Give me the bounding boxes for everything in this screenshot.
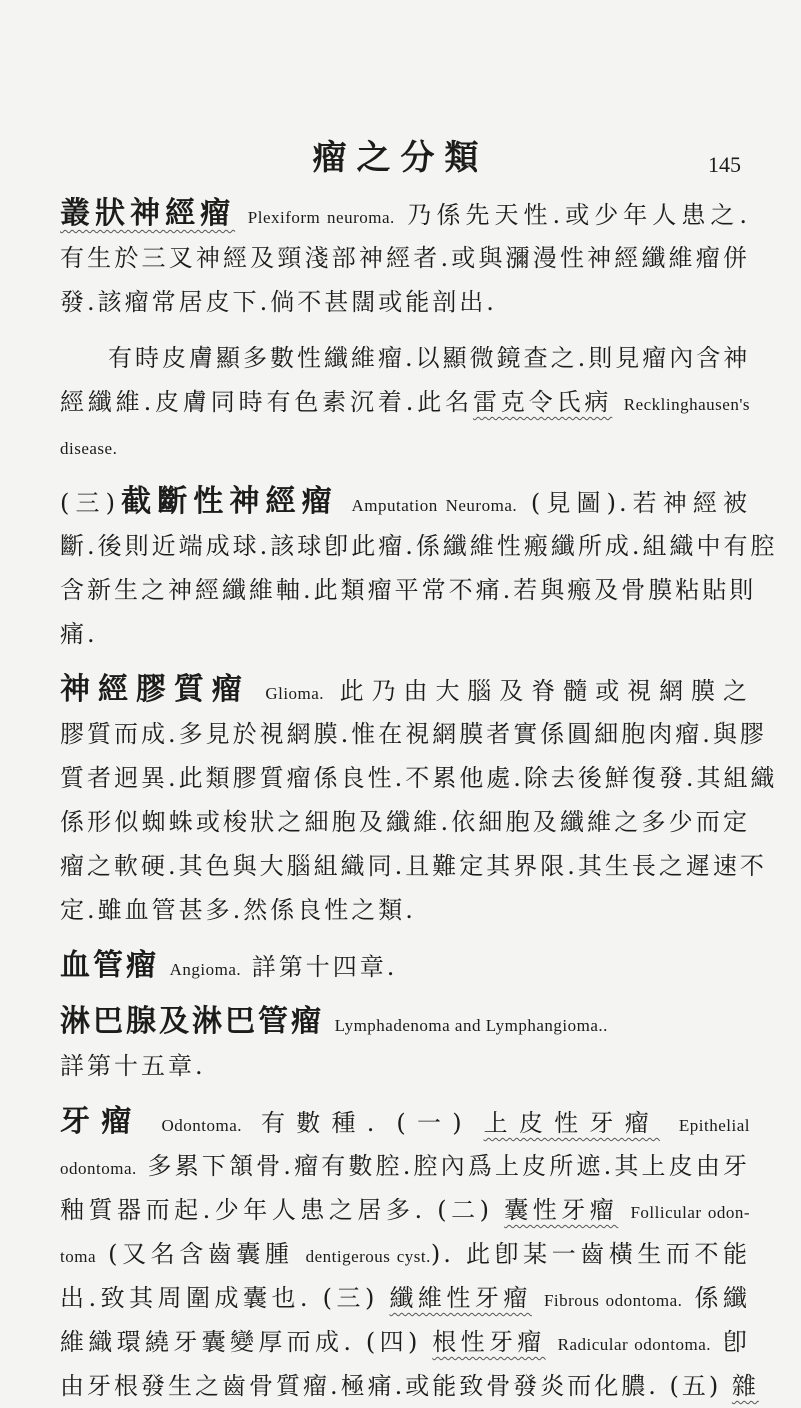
heading-term: 淋巴腺及淋巴管瘤 <box>60 1004 324 1039</box>
text-line <box>60 280 750 324</box>
text-run: 係形似蜘蛛或梭狀之細胞及纖維.依細胞及纖維之多少而定 <box>60 808 750 836</box>
text-run: 卽 <box>711 1328 750 1356</box>
paragraph-gap <box>60 932 750 944</box>
text-run <box>612 388 624 416</box>
latin-term: odontoma. <box>60 1159 137 1178</box>
text-run <box>532 1284 544 1312</box>
text-line <box>60 1144 750 1188</box>
text-run: 多累下頷骨.瘤有數腔.腔內爲上皮所遮.其上皮由牙 <box>136 1152 750 1180</box>
text-run <box>143 1109 162 1137</box>
latin-term: disease. <box>60 439 118 458</box>
text-run: 膠質而成.多見於視網膜.惟在視網膜者實係圓細胞肉瘤.與膠 <box>60 720 767 748</box>
latin-term: Epithelial <box>678 1116 751 1135</box>
text-line <box>60 1320 750 1364</box>
text-line <box>60 888 750 932</box>
text-run: 質者迥異.此類膠質瘤係良性.不累他處.除去後鮮復發.其組織 <box>60 764 778 792</box>
body-text <box>60 192 778 1408</box>
text-line <box>60 192 750 236</box>
latin-term: Odontoma. <box>161 1116 243 1135</box>
heading-term: 叢狀神經瘤 <box>60 196 236 231</box>
text-run: 痛. <box>60 620 98 648</box>
heading-term: 血管瘤 <box>60 948 159 983</box>
text-line <box>60 524 778 568</box>
text-run: (見圖).若神經被 <box>517 489 751 517</box>
paragraph-gap <box>60 468 750 480</box>
paragraph-gap <box>60 1088 750 1100</box>
page-number: 145 <box>708 152 741 177</box>
heading-term: 神經膠質瘤 <box>60 672 250 707</box>
text-run: (又名含齒囊腫 <box>96 1240 306 1268</box>
underlined-term: 纖維性牙瘤 <box>389 1284 532 1312</box>
text-run <box>250 677 266 705</box>
page-header <box>0 130 801 180</box>
text-run <box>660 1109 679 1137</box>
latin-term: Follicular odon- <box>630 1203 750 1222</box>
paragraph-gap <box>60 988 750 1000</box>
latin-term: Lymphadenoma and Lymphangioma.. <box>334 1016 608 1035</box>
text-run <box>324 1009 335 1037</box>
latin-term: Angioma. <box>169 960 242 979</box>
text-run: 定.雖血管甚多.然係良性之類. <box>60 896 416 924</box>
text-line <box>60 1276 750 1320</box>
latin-term: toma <box>60 1247 96 1266</box>
text-line <box>60 336 750 380</box>
text-run: 維織環繞牙囊變厚而成. (四) <box>60 1328 433 1356</box>
underlined-term: 雜 <box>731 1372 759 1400</box>
text-run: 此乃由大腦及脊髓或視網膜之 <box>324 677 750 705</box>
text-line <box>60 236 750 280</box>
text-run <box>338 489 352 517</box>
text-line <box>60 1044 750 1088</box>
heading-term: 截斷性神經瘤 <box>117 484 338 519</box>
latin-term: Radicular odontoma. <box>557 1335 712 1354</box>
text-line <box>60 612 750 656</box>
latin-term: Recklinghausen's <box>623 395 750 414</box>
text-line <box>60 380 750 424</box>
text-line <box>60 844 767 888</box>
text-run: 係纖 <box>682 1284 750 1312</box>
underlined-term: 根性牙瘤 <box>432 1328 546 1356</box>
text-run <box>546 1328 558 1356</box>
text-line <box>60 1364 759 1408</box>
text-run: ). 此卽某一齒橫生而不能 <box>430 1240 751 1268</box>
text-line <box>60 1232 750 1276</box>
text-line <box>60 568 757 612</box>
heading-term: 牙瘤 <box>60 1104 143 1139</box>
latin-term: Glioma. <box>265 684 325 703</box>
text-run: 有時皮膚顯多數性纖維瘤.以顯微鏡查之.則見瘤內含神 <box>108 344 751 372</box>
text-run: 有數種. (一) <box>242 1109 484 1137</box>
text-run: 乃係先天性.或少年人患之. <box>394 201 750 229</box>
text-run: 詳第十五章. <box>60 1052 206 1080</box>
paragraph-gap <box>60 656 750 668</box>
text-run: 瘤之軟硬.其色與大腦組織同.且難定其界限.其生長之遲速不 <box>60 852 767 880</box>
text-line <box>60 424 750 468</box>
text-run: 出.致其周圍成囊也. (三) <box>60 1284 390 1312</box>
text-line <box>60 1000 750 1044</box>
text-line <box>60 480 750 524</box>
text-run: 經纖維.皮膚同時有色素沉着.此名 <box>60 388 473 416</box>
text-run: (三) <box>60 489 118 517</box>
latin-term: Amputation Neuroma. <box>351 496 518 515</box>
text-run: 詳第十四章. <box>241 953 398 981</box>
underlined-term: 囊性牙瘤 <box>504 1196 619 1224</box>
running-title: 瘤之分類 <box>312 138 489 178</box>
latin-term: dentigerous cyst. <box>305 1247 431 1266</box>
latin-term: Plexiform neuroma. <box>247 208 395 227</box>
text-run: 有生於三叉神經及頸淺部神經者.或與瀰漫性神經纖維瘤併 <box>60 244 750 272</box>
underlined-term: 上皮性牙瘤 <box>483 1109 660 1137</box>
text-line <box>60 756 778 800</box>
text-line <box>60 712 767 756</box>
text-run <box>159 953 170 981</box>
text-line <box>60 1100 750 1144</box>
latin-term: Fibrous odontoma. <box>543 1291 683 1310</box>
text-line <box>60 668 750 712</box>
text-run <box>618 1196 630 1224</box>
underlined-term: 雷克令氏病 <box>472 388 613 416</box>
text-run: 斷.後則近端成球.該球卽此瘤.係纖維性瘢纖所成.組織中有腔 <box>60 532 778 560</box>
text-run: 由牙根發生之齒骨質瘤.極痛.或能致骨發炎而化膿. (五) <box>60 1372 732 1400</box>
paragraph-gap <box>60 324 750 336</box>
text-run: 發.該瘤常居皮下.倘不甚闊或能剖出. <box>60 288 497 316</box>
text-run: 含新生之神經纖維軸.此類瘤平常不痛.若與瘢及骨膜粘貼則 <box>60 576 757 604</box>
text-run <box>235 201 248 229</box>
text-line <box>60 800 750 844</box>
text-line <box>60 944 750 988</box>
text-line <box>60 1188 750 1232</box>
text-run: 釉質器而起.少年人患之居多. (二) <box>60 1196 505 1224</box>
